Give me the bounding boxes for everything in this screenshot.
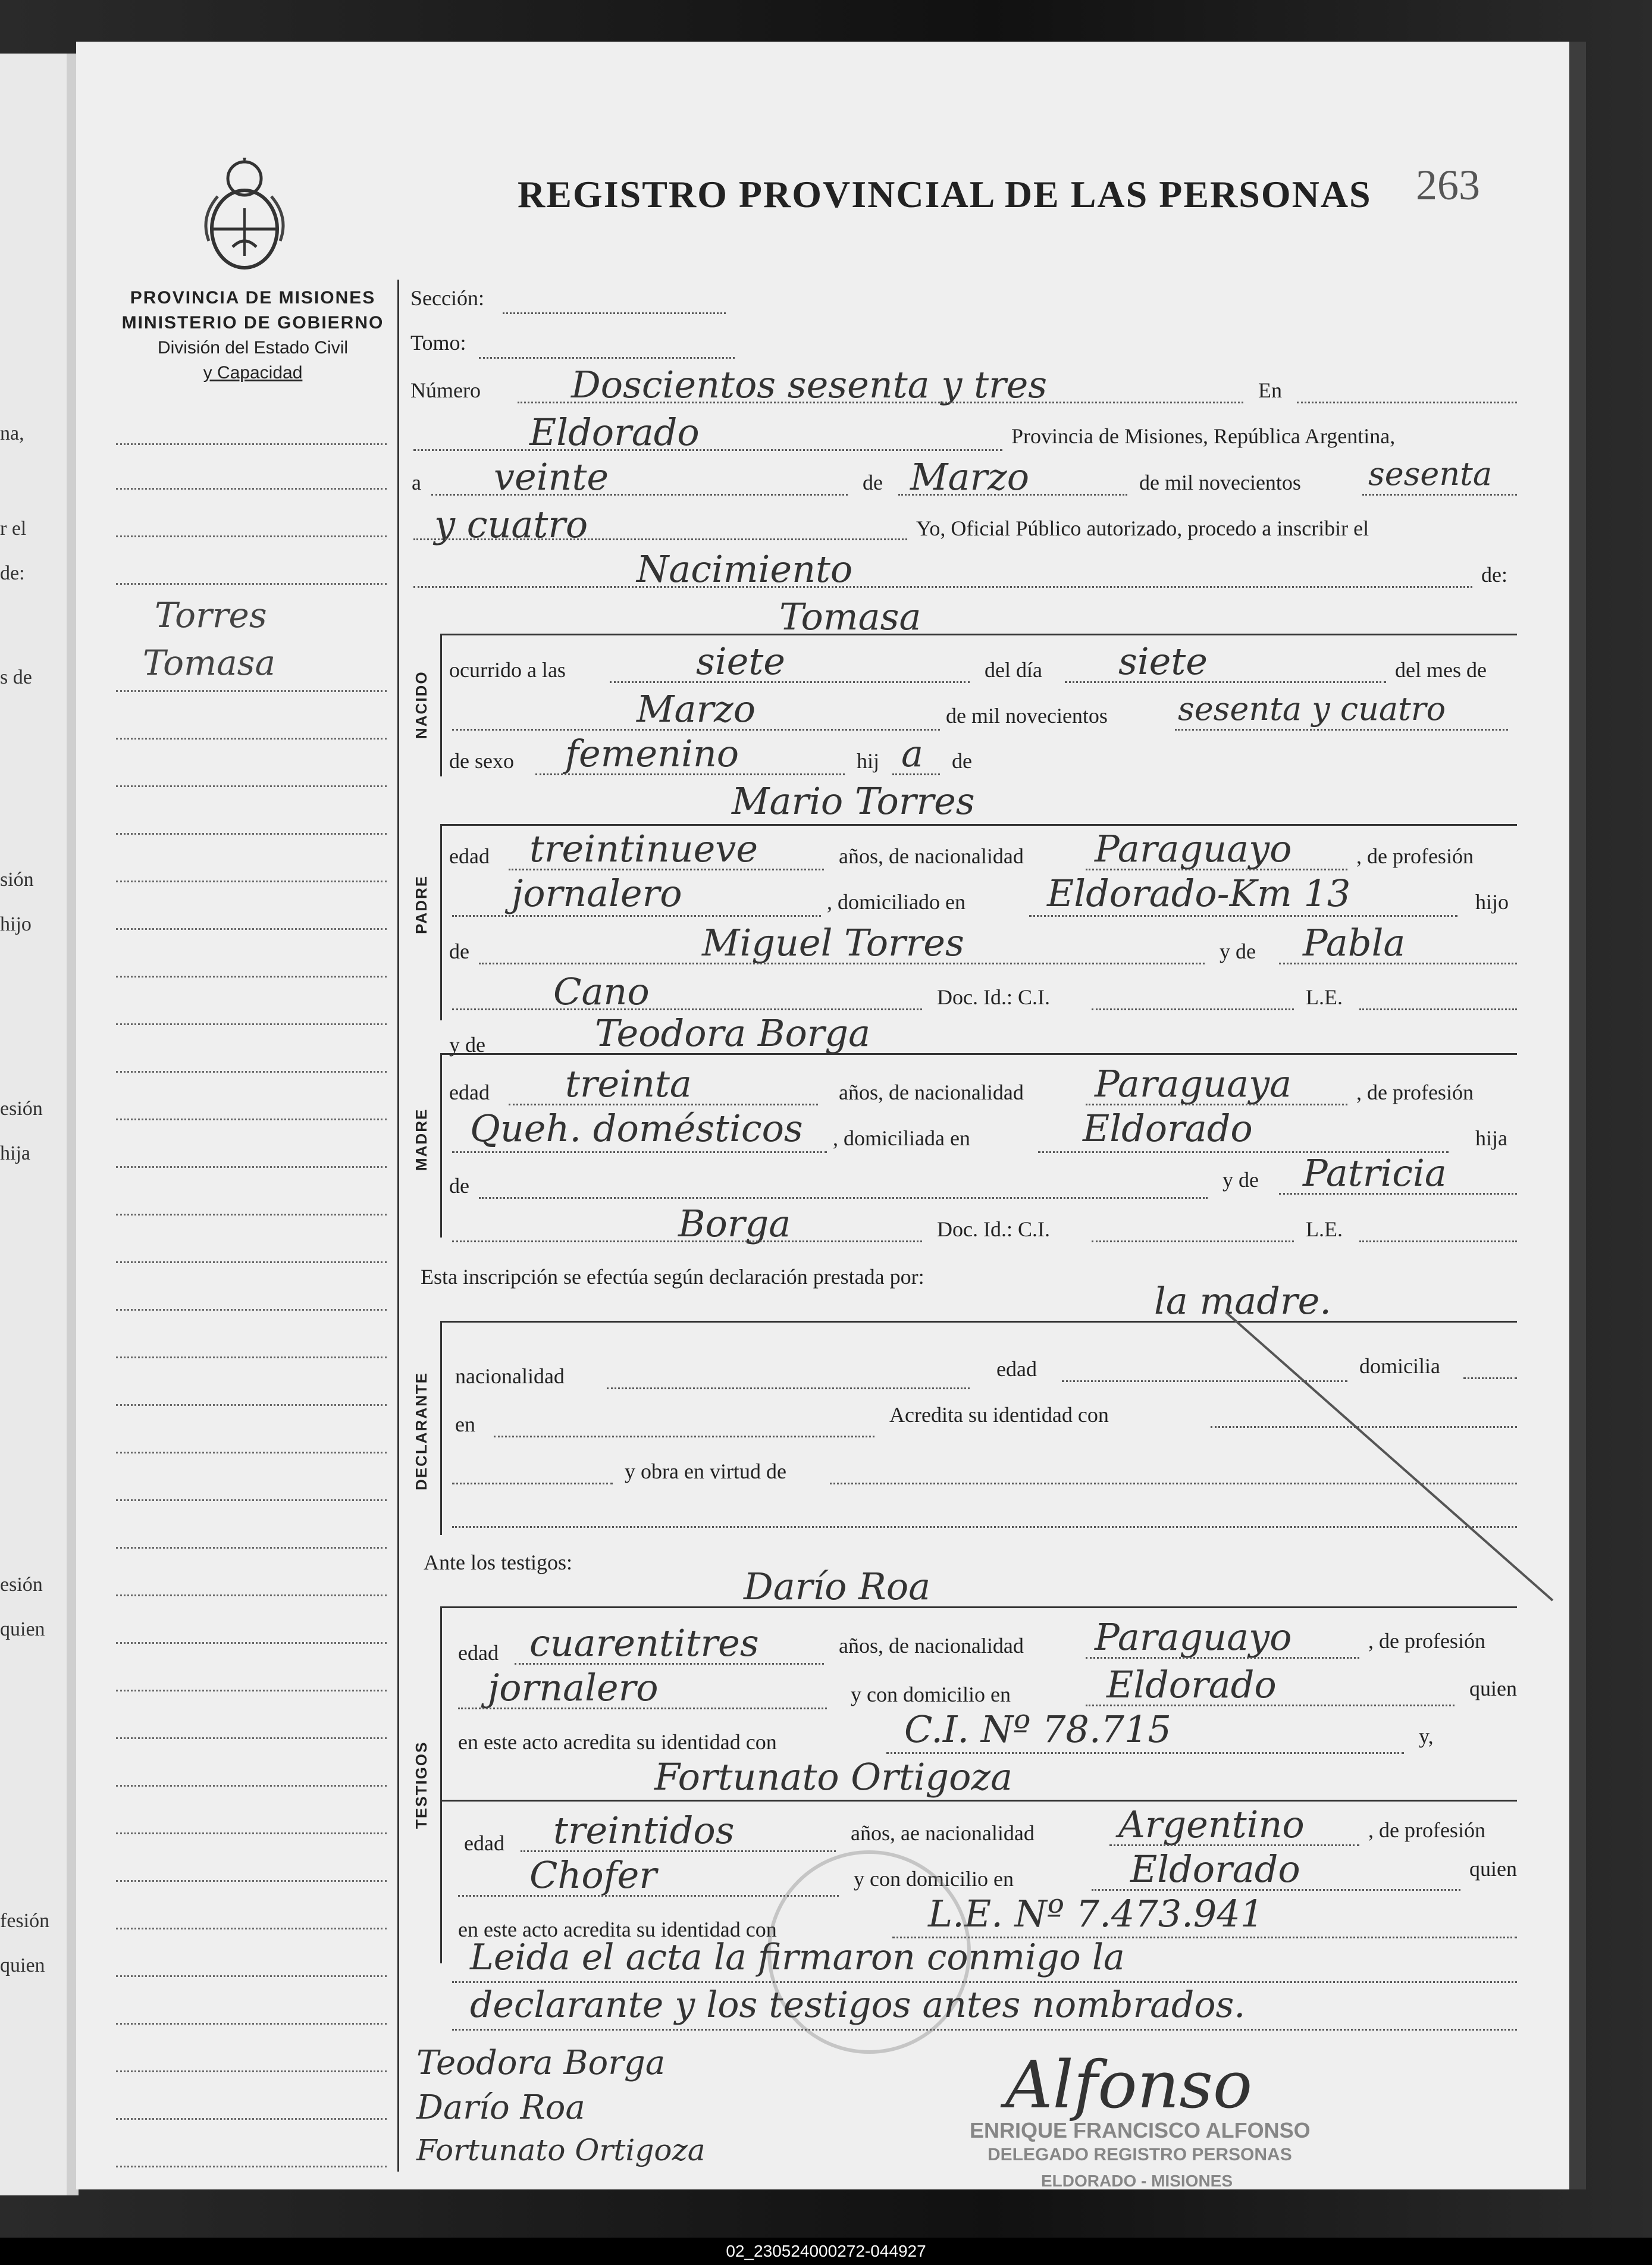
margin-line xyxy=(116,583,387,585)
declarante-bracket xyxy=(440,1321,442,1535)
hij-line xyxy=(892,773,940,775)
nacido-anio-value: sesenta y cuatro xyxy=(1178,690,1446,728)
margin-line xyxy=(116,488,387,490)
signature-official: Alfonso xyxy=(1005,2047,1253,2123)
padre-section-label: PADRE xyxy=(412,875,430,934)
hora-line xyxy=(610,681,970,683)
tomo-label: Tomo: xyxy=(410,331,466,355)
declarante-edad-label: edad xyxy=(996,1357,1037,1381)
margin-line xyxy=(116,443,387,445)
hora-value: siete xyxy=(696,640,785,683)
testigo1-profesion-value: jornalero xyxy=(488,1666,659,1709)
numero-label: Número xyxy=(410,378,481,402)
testigo1-y-label: y, xyxy=(1419,1724,1434,1748)
madre-madre-de-value: Patricia xyxy=(1303,1151,1447,1195)
padre-cont-line xyxy=(452,1008,922,1010)
madre-doc-label: Doc. Id.: C.I. xyxy=(937,1217,1050,1241)
margin-line xyxy=(116,535,387,537)
padre-doc-label: Doc. Id.: C.I. xyxy=(937,985,1050,1009)
testigo2-edad-value: treintidos xyxy=(553,1809,735,1852)
testigo2-doc-value: L.E. Nº 7.473.941 xyxy=(928,1892,1264,1935)
testigos-intro-label: Ante los testigos: xyxy=(424,1550,572,1574)
padre-edad-value: treintinueve xyxy=(529,827,758,870)
closing-line-1-rule xyxy=(452,1981,1517,1983)
testigo1-nacionalidad-value: Paraguayo xyxy=(1095,1615,1292,1659)
testigo1-nombre: Darío Roa xyxy=(744,1565,931,1608)
padre-y-de-label: y de xyxy=(1220,939,1256,963)
padre-nacionalidad-value: Paraguayo xyxy=(1095,827,1292,870)
left-page-edge xyxy=(0,54,68,2195)
anio-line xyxy=(1362,494,1517,496)
margin-line xyxy=(116,738,387,740)
en-line xyxy=(1297,402,1517,403)
left-page-text: de: xyxy=(0,562,25,584)
margin-line xyxy=(116,976,387,978)
testigo2-profesion-line xyxy=(458,1895,839,1897)
padre-edad-label: edad xyxy=(449,844,490,868)
madre-madre-de-cont: Borga xyxy=(678,1202,791,1245)
mes-line xyxy=(898,494,1127,496)
left-page-text: quien xyxy=(0,1618,45,1640)
sexo-line xyxy=(535,773,845,775)
padre-doc-line xyxy=(1092,1008,1294,1010)
padre-profesion-value: jornalero xyxy=(512,872,682,915)
yo-label: Yo, Oficial Público autorizado, procedo a inscribir el xyxy=(916,516,1369,540)
margin-line xyxy=(116,2118,387,2120)
margin-line xyxy=(116,881,387,882)
margin-line xyxy=(116,1690,387,1691)
padre-domicilio-value: Eldorado-Km 13 xyxy=(1047,872,1351,915)
numero-line xyxy=(518,402,1243,403)
declarante-nacionalidad-label: nacionalidad xyxy=(455,1364,565,1388)
left-page-text: fesión xyxy=(0,1910,50,1932)
lugar-value: Eldorado xyxy=(529,411,700,454)
stamp-place: ELDORADO - MISIONES xyxy=(1041,2172,1233,2190)
margin-surname: Torres xyxy=(155,595,267,635)
left-page-text: r el xyxy=(0,518,27,540)
page-number: 263 xyxy=(1416,161,1480,209)
page-title: REGISTRO PROVINCIAL DE LAS PERSONAS xyxy=(518,173,1372,215)
institution-block xyxy=(113,286,393,386)
testigo1-domicilio-value: Eldorado xyxy=(1106,1663,1277,1706)
madre-de-label: de xyxy=(449,1174,469,1198)
anio-value-cont: y cuatro xyxy=(434,503,588,546)
madre-edad-value: treinta xyxy=(565,1062,692,1105)
nacido-top-rule xyxy=(441,634,1517,635)
declarante-nacionalidad-line xyxy=(607,1387,970,1389)
padre-top-rule xyxy=(441,824,1517,826)
margin-line xyxy=(116,1832,387,1834)
testigo1-edad-label: edad xyxy=(458,1641,499,1665)
declarante-en-label: en xyxy=(455,1412,475,1436)
margin-line xyxy=(116,1357,387,1358)
madre-profesion-line xyxy=(452,1151,827,1153)
testigo1-edad-line xyxy=(515,1663,824,1665)
padre-madre-de-line xyxy=(1279,963,1517,964)
margin-line xyxy=(116,928,387,930)
madre-le-line xyxy=(1359,1240,1517,1242)
dia-value: veinte xyxy=(494,455,609,499)
closing-line-2-rule xyxy=(452,2029,1517,2031)
padre-profesion-line xyxy=(452,915,821,917)
stamp-name: ENRIQUE FRANCISCO ALFONSO xyxy=(970,2118,1311,2142)
left-page-text: sión xyxy=(0,869,34,891)
madre-anios-label: años, de nacionalidad xyxy=(839,1080,1024,1104)
sexo-value: femenino xyxy=(565,732,739,775)
madre-nombre: Teodora Borga xyxy=(595,1011,871,1055)
nacido-section-label: NACIDO xyxy=(412,671,430,740)
testigo1-acredita-label: en este acto acredita su identidad con xyxy=(458,1730,777,1754)
de-label: de xyxy=(863,471,883,494)
madre-profesion-value: Queh. domésticos xyxy=(470,1107,803,1150)
margin-line xyxy=(116,2023,387,2025)
margin-line xyxy=(116,1642,387,1644)
margin-line xyxy=(116,1452,387,1453)
numero-value: Doscientos sesenta y tres xyxy=(571,363,1048,406)
margin-line xyxy=(116,1309,387,1311)
testigo2-domicilio-label: y con domicilio en xyxy=(854,1867,1014,1891)
testigo1-nacionalidad-line xyxy=(1086,1657,1359,1659)
coat-of-arms-icon xyxy=(200,152,289,277)
tomo-line xyxy=(479,357,735,359)
margin-line xyxy=(116,1119,387,1120)
margin-line xyxy=(116,1737,387,1739)
margin-line xyxy=(116,2070,387,2072)
hij-label: hij xyxy=(857,749,880,773)
institution-line: PROVINCIA DE MISIONES xyxy=(130,288,376,308)
madre-domicilio-value: Eldorado xyxy=(1083,1107,1253,1150)
declarante-section-label: DECLARANTE xyxy=(412,1371,430,1490)
testigo2-profesion-value: Chofer xyxy=(529,1853,657,1897)
seccion-line xyxy=(503,312,726,314)
en-label: En xyxy=(1258,378,1282,402)
signature-testigo-1: Darío Roa xyxy=(416,2088,585,2127)
madre-hija-label: hija xyxy=(1475,1126,1507,1150)
a-label: a xyxy=(412,471,421,494)
padre-madre-de-value: Pabla xyxy=(1303,921,1406,964)
margin-given-name: Tomasa xyxy=(143,643,276,683)
testigo2-anios-label: años, ae nacionalidad xyxy=(851,1821,1035,1845)
madre-doc-line xyxy=(1092,1240,1294,1242)
testigo2-nacionalidad-value: Argentino xyxy=(1118,1803,1305,1846)
margin-line xyxy=(116,2166,387,2167)
padre-domicilio-line xyxy=(1029,915,1457,917)
testigo2-acredita-label: en este acto acredita su identidad con xyxy=(458,1918,777,1941)
stamp-title: DELEGADO REGISTRO PERSONAS xyxy=(988,2145,1292,2164)
madre-de-line xyxy=(479,1197,1208,1199)
sexo-label: de sexo xyxy=(449,749,514,773)
padre-hijo-label: hijo xyxy=(1475,890,1509,914)
madre-cont-line xyxy=(452,1240,922,1242)
declarante-obra-pre-line xyxy=(452,1483,613,1484)
left-page-text: hija xyxy=(0,1142,30,1164)
margin-line xyxy=(116,1594,387,1596)
lugar-line xyxy=(413,449,1002,451)
hij-value: a xyxy=(901,732,923,775)
madre-section-label: MADRE xyxy=(412,1108,430,1171)
testigo2-edad-line xyxy=(521,1850,836,1852)
nombre-value: Tomasa xyxy=(779,595,921,638)
margin-line xyxy=(116,1975,387,1977)
madre-nacionalidad-line xyxy=(1086,1104,1347,1105)
closing-line-1: Leida el acta la firmaron conmigo la xyxy=(470,1937,1125,1978)
padre-madre-de-cont: Cano xyxy=(553,970,650,1013)
closing-line-2: declarante y los testigos antes nombrados. xyxy=(470,1984,1246,2026)
madre-nacionalidad-value: Paraguaya xyxy=(1095,1062,1292,1105)
left-page-text: esión xyxy=(0,1574,43,1596)
testigo2-edad-label: edad xyxy=(464,1831,504,1855)
declarante-acredita-label: Acredita su identidad con xyxy=(889,1403,1109,1427)
madre-edad-label: edad xyxy=(449,1080,490,1104)
signature-testigo-2: Fortunato Ortigoza xyxy=(416,2133,706,2167)
testigo2-nacionalidad-line xyxy=(1109,1844,1359,1846)
margin-line xyxy=(116,690,387,692)
margin-line xyxy=(116,1785,387,1787)
testigo2-domicilio-line xyxy=(1092,1889,1460,1891)
del-mes-label: del mes de xyxy=(1395,658,1487,682)
testigo1-domicilio-label: y con domicilio en xyxy=(851,1683,1011,1706)
madre-y-de-label: y de xyxy=(449,1033,485,1057)
margin-line xyxy=(116,1499,387,1501)
provincia-label: Provincia de Misiones, República Argentina, xyxy=(1011,424,1396,448)
testigo1-profesion-label: , de profesión xyxy=(1368,1629,1485,1653)
testigo1-domicilio-line xyxy=(1086,1705,1454,1706)
testigos-top-rule xyxy=(441,1606,1517,1608)
testigos-section-label: TESTIGOS xyxy=(412,1741,430,1829)
institution-line: MINISTERIO DE GOBIERNO xyxy=(121,313,384,333)
testigo2-quien-label: quien xyxy=(1469,1857,1517,1881)
seccion-label: Sección: xyxy=(410,286,484,310)
padre-de-value: Miguel Torres xyxy=(702,921,964,964)
left-page-text: hijo xyxy=(0,913,32,935)
madre-y-de2-label: y de xyxy=(1222,1168,1259,1192)
testigo2-profesion-label: , de profesión xyxy=(1368,1818,1485,1842)
madre-edad-line xyxy=(509,1104,818,1105)
declarante-obra-label: y obra en virtud de xyxy=(625,1459,786,1483)
nacido-bracket xyxy=(440,634,442,776)
del-dia-label: del día xyxy=(985,658,1042,682)
testigo2-domicilio-value: Eldorado xyxy=(1130,1847,1300,1891)
testigo1-doc-value: C.I. Nº 78.715 xyxy=(904,1708,1171,1751)
padre-profesion-label: , de profesión xyxy=(1356,844,1474,868)
padre-bracket xyxy=(440,824,442,1020)
padre-anios-label: años, de nacionalidad xyxy=(839,844,1024,868)
madre-madre-de-line xyxy=(1279,1193,1517,1195)
image-id-footer: 02_230524000272-044927 xyxy=(0,2238,1652,2265)
testigo1-profesion-line xyxy=(458,1708,827,1709)
margin-line xyxy=(116,1023,387,1025)
margin-line xyxy=(116,833,387,835)
de2-label: de: xyxy=(1481,563,1507,587)
testigo1-edad-value: cuarentitres xyxy=(529,1621,759,1665)
nacido-dia-value: siete xyxy=(1118,640,1208,683)
left-page-text: s de xyxy=(0,666,32,688)
anio-cont-line xyxy=(413,538,907,540)
testigos-bracket xyxy=(440,1606,442,1963)
margin-line xyxy=(116,1880,387,1882)
madre-profesion-label: , de profesión xyxy=(1356,1080,1474,1104)
margin-line xyxy=(116,1404,387,1406)
testigo1-anios-label: años, de nacionalidad xyxy=(839,1634,1024,1658)
margin-line xyxy=(116,1071,387,1073)
left-page-text: quien xyxy=(0,1954,45,1976)
declarante-domicilia-label: domicilia xyxy=(1359,1354,1440,1378)
acto-value: Nacimiento xyxy=(637,547,853,591)
padre-de-label: de xyxy=(449,939,469,963)
madre-bracket xyxy=(440,1053,442,1238)
margin-line xyxy=(116,1547,387,1549)
padre-de-line xyxy=(479,963,1205,964)
margin-line xyxy=(116,1261,387,1263)
mil-label: de mil novecientos xyxy=(1139,471,1301,494)
declarante-intro-label: Esta inscripción se efectúa según declaración prestada por: xyxy=(421,1265,924,1289)
left-page-text: esión xyxy=(0,1098,43,1120)
madre-top-rule xyxy=(441,1053,1517,1055)
declarante-intro-value: la madre. xyxy=(1154,1279,1331,1323)
padre-domiciliado-label: , domiciliado en xyxy=(827,890,966,914)
testigo2-top-rule xyxy=(441,1800,1517,1802)
institution-line: División del Estado Civil xyxy=(157,338,349,358)
padre-le-line xyxy=(1359,1008,1517,1010)
ocurrido-label: ocurrido a las xyxy=(449,658,566,682)
nacido-mil-label: de mil novecientos xyxy=(946,704,1108,728)
margin-line xyxy=(116,785,387,787)
margin-line xyxy=(116,1214,387,1215)
margin-line xyxy=(116,1928,387,1929)
signature-declarante: Teodora Borga xyxy=(416,2044,666,2082)
nacido-anio-line xyxy=(1175,729,1508,731)
acto-line xyxy=(413,586,1472,588)
nacido-mes-value: Marzo xyxy=(637,687,756,731)
testigo1-doc-line xyxy=(886,1752,1404,1754)
nacido-dia-line xyxy=(1065,681,1386,683)
cancel-stroke xyxy=(1225,1309,1559,1606)
nacido-mes-line xyxy=(452,729,940,731)
margin-line xyxy=(116,1166,387,1168)
nacido-de-label: de xyxy=(952,749,972,773)
column-divider xyxy=(397,280,399,2172)
padre-le-label: L.E. xyxy=(1306,985,1343,1009)
madre-domiciliada-label: , domiciliada en xyxy=(833,1126,970,1150)
padre-nombre: Mario Torres xyxy=(732,779,975,823)
testigo1-quien-label: quien xyxy=(1469,1677,1517,1700)
madre-le-label: L.E. xyxy=(1306,1217,1343,1241)
institution-line: y Capacidad xyxy=(203,363,303,383)
dia-line xyxy=(431,494,848,496)
testigo2-nombre: Fortunato Ortigoza xyxy=(654,1755,1013,1799)
mes-value: Marzo xyxy=(910,455,1030,499)
declarante-en-line xyxy=(494,1436,874,1437)
padre-nacionalidad-line xyxy=(1086,869,1347,870)
anio-value: sesenta xyxy=(1368,455,1493,493)
padre-edad-line xyxy=(509,869,824,870)
left-page-text: na, xyxy=(0,422,24,444)
